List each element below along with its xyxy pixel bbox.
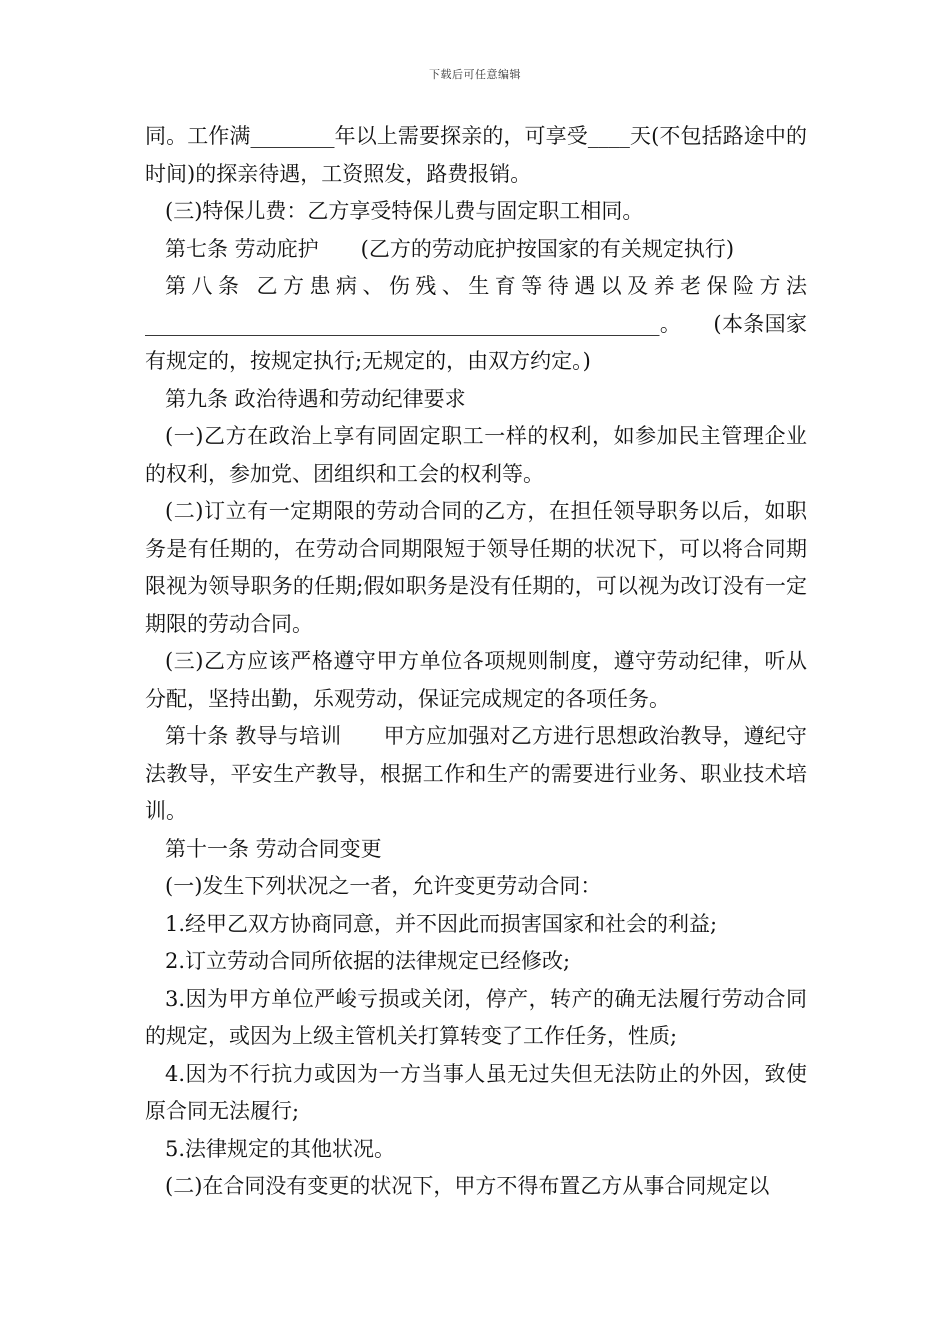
- paragraph-4: 第八条 乙方患病、伤残、生育等待遇以及养老保险方法_________________________________________________。 (本条国家有规定的，按规定执行;无规定的，由双方约定。): [145, 274, 807, 373]
- paragraph-15: 4.因为不行抗力或因为一方当事人虽无过失但无法防止的外因，致使原合同无法履行;: [145, 1061, 807, 1123]
- paragraph-7: (二)订立有一定期限的劳动合同的乙方，在担任领导职务以后，如职务是有任期的，在劳动合同期限短于领导任期的状况下，可以将合同期限视为领导职务的任期;假如职务是没有任期的，可以视为改订没有一定期限的劳动合同。: [145, 499, 807, 636]
- paragraph-6: (一)乙方在政治上享有同固定职工一样的权利，如参加民主管理企业的权利，参加党、团组织和工会的权利等。: [145, 424, 807, 486]
- page-header-note: 下载后可任意编辑: [429, 68, 521, 81]
- paragraph-5: 第九条 政治待遇和劳动纪律要求: [165, 386, 466, 411]
- paragraph-16: 5.法律规定的其他状况。: [165, 1136, 396, 1161]
- paragraph-2: (三)特保儿费：乙方享受特保儿费与固定职工相同。: [165, 199, 644, 223]
- paragraph-11: (一)发生下列状况之一者，允许变更劳动合同：: [165, 874, 602, 898]
- paragraph-8: (三)乙方应该严格遵守甲方单位各项规则制度，遵守劳动纪律，听从分配，坚持出勤，乐观劳动，保证完成规定的各项任务。: [145, 649, 807, 711]
- paragraph-1: 同。工作满________年以上需要探亲的，可享受____天(不包括路途中的时间)的探亲待遇，工资照发，路费报销。: [145, 124, 807, 186]
- document-body: [145, 118, 807, 1206]
- paragraph-14: 3.因为甲方单位严峻亏损或关闭，停产，转产的确无法履行劳动合同的规定，或因为上级主管机关打算转变了工作任务，性质;: [145, 986, 807, 1048]
- paragraph-3: 第七条 劳动庇护 (乙方的劳动庇护按国家的有关规定执行): [165, 236, 735, 261]
- paragraph-9: 第十条 教导与培训 甲方应加强对乙方进行思想政治教导，遵纪守法教导，平安生产教导，根据工作和生产的需要进行业务、职业技术培训。: [145, 724, 807, 823]
- paragraph-10: 第十一条 劳动合同变更: [165, 836, 382, 861]
- paragraph-17: (二)在合同没有变更的状况下，甲方不得布置乙方从事合同规定以: [165, 1174, 770, 1198]
- paragraph-12: 1.经甲乙双方协商同意，并不因此而损害国家和社会的利益;: [165, 911, 718, 936]
- paragraph-13: 2.订立劳动合同所依据的法律规定已经修改;: [165, 949, 571, 973]
